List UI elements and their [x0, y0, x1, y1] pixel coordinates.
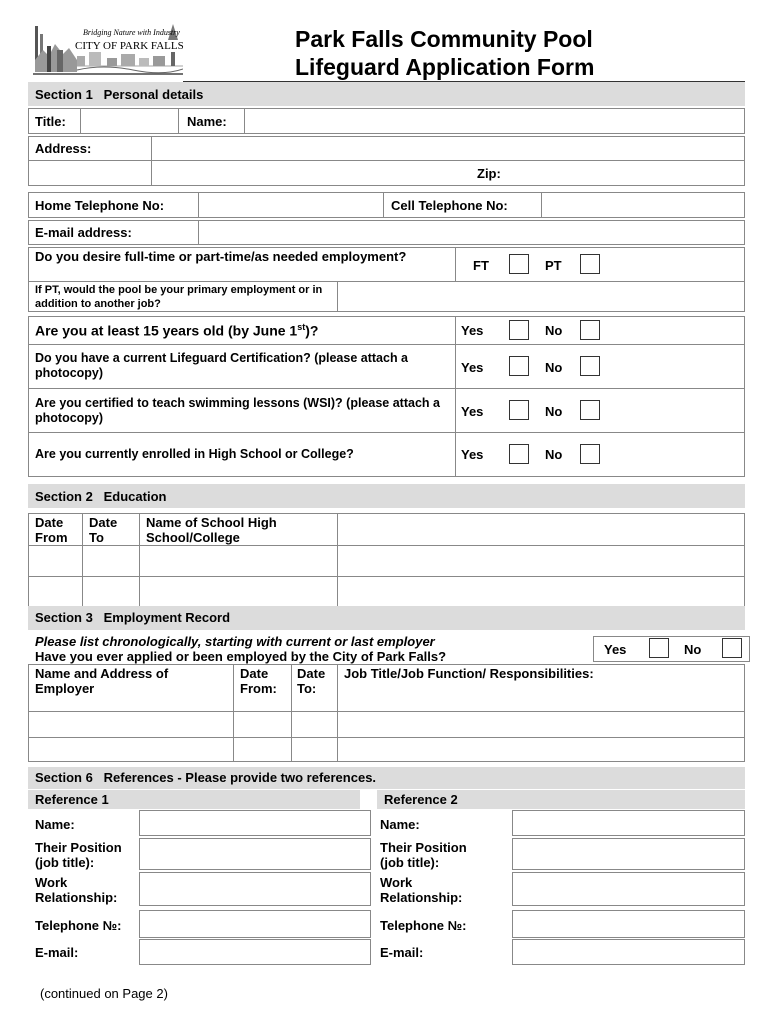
- ref2-work-label: Work Relationship:: [380, 875, 463, 905]
- ft-checkbox[interactable]: [509, 254, 529, 274]
- question-age: [35, 322, 318, 339]
- ref1-name-input[interactable]: [139, 810, 371, 836]
- ref2-email-input[interactable]: [512, 939, 745, 965]
- logo-tagline: Bridging Nature with Industry: [83, 28, 180, 37]
- applied-yes-checkbox[interactable]: [649, 638, 669, 658]
- questions-divider: [455, 316, 456, 477]
- name-label: Name:: [187, 114, 227, 129]
- question-rule-2: [28, 388, 745, 389]
- question-enrolled: Are you currently enrolled in High School or College?: [35, 447, 354, 461]
- applied-yes-label: Yes: [604, 642, 627, 657]
- ref1-name-label: Name:: [35, 817, 75, 832]
- logo-name: CITY OF PARK FALLS: [75, 40, 184, 52]
- ref2-name-label: Name:: [380, 817, 420, 832]
- ref2-phone-label: Telephone №:: [380, 918, 467, 933]
- wsi-yes-label: Yes: [461, 404, 484, 419]
- home-phone-label: Home Telephone No:: [35, 198, 165, 213]
- employment-instruction: Please list chronologically, starting with current or last employer: [35, 634, 435, 649]
- question-age-tail: )?: [305, 322, 319, 339]
- employment-type-question: Do you desire full-time or part-time/as needed employment?: [35, 249, 407, 264]
- continued-note: (continued on Page 2): [40, 986, 168, 1001]
- emp-col-job: Job Title/Job Function/ Responsibilities:: [344, 666, 594, 681]
- ref1-phone-label: Telephone №:: [35, 918, 122, 933]
- enrolled-no-checkbox[interactable]: [580, 444, 600, 464]
- cert-no-label: No: [545, 360, 563, 375]
- ft-label: FT: [473, 258, 489, 273]
- title-input[interactable]: [80, 108, 179, 134]
- section1-title: Section 1 Personal details: [35, 87, 204, 102]
- emp-col-employer: Name and Address of Employer: [35, 666, 169, 696]
- wsi-no-checkbox[interactable]: [580, 400, 600, 420]
- cert-yes-label: Yes: [461, 360, 484, 375]
- edu-col-date-from: Date From: [35, 515, 68, 545]
- address-input-line1[interactable]: [152, 137, 744, 159]
- email-label: E-mail address:: [35, 225, 132, 240]
- question-age-sup: st: [297, 322, 306, 332]
- question-age-text: Are you at least 15 years old (by June 1: [35, 322, 298, 339]
- enrolled-yes-checkbox[interactable]: [509, 444, 529, 464]
- edu-col-school: Name of School High School/College: [146, 515, 277, 545]
- address-label: Address:: [35, 141, 92, 156]
- ref2-position-input[interactable]: [512, 838, 745, 870]
- page-title-line1: Park Falls Community Pool: [295, 26, 593, 52]
- zip-input[interactable]: [510, 161, 744, 185]
- pt-followup-input[interactable]: [338, 282, 744, 311]
- ref1-phone-input[interactable]: [139, 910, 371, 938]
- question-rule-3: [28, 432, 745, 433]
- reference2-title: Reference 2: [384, 792, 458, 807]
- ref1-email-label: E-mail:: [35, 945, 79, 960]
- age-no-label: No: [545, 323, 563, 338]
- applied-no-label: No: [684, 642, 702, 657]
- pt-followup-question: If PT, would the pool be your primary employment or in addition to another job?: [35, 284, 323, 310]
- section2-title: Section 2 Education: [35, 489, 167, 504]
- ref2-name-input[interactable]: [512, 810, 745, 836]
- pt-checkbox[interactable]: [580, 254, 600, 274]
- age-yes-checkbox[interactable]: [509, 320, 529, 340]
- name-input[interactable]: [244, 108, 745, 134]
- emp-col-date-from: Date From:: [240, 666, 277, 696]
- wsi-no-label: No: [545, 404, 563, 419]
- cell-phone-label: Cell Telephone No:: [391, 198, 508, 213]
- emp-col-date-to: Date To:: [297, 666, 326, 696]
- question-wsi: Are you certified to teach swimming lessons (WSI)? (please attach a photocopy): [35, 396, 440, 425]
- cell-phone-input[interactable]: [541, 192, 745, 218]
- emp-row-2[interactable]: [29, 738, 744, 761]
- enrolled-no-label: No: [545, 447, 563, 462]
- email-input[interactable]: [198, 220, 745, 245]
- home-phone-input[interactable]: [198, 192, 384, 218]
- ref1-position-label: Their Position (job title):: [35, 840, 122, 870]
- emp-row-1[interactable]: [29, 712, 744, 736]
- employment-type-divider: [455, 247, 456, 281]
- title-label: Title:: [35, 114, 66, 129]
- edu-col-date-to: Date To: [89, 515, 118, 545]
- applied-no-checkbox[interactable]: [722, 638, 742, 658]
- question-rule-1: [28, 344, 745, 345]
- zip-label: Zip:: [477, 166, 501, 181]
- cert-no-checkbox[interactable]: [580, 356, 600, 376]
- ref2-position-label: Their Position (job title):: [380, 840, 467, 870]
- edu-row-1[interactable]: [29, 546, 744, 575]
- city-logo: [33, 20, 183, 78]
- age-yes-label: Yes: [461, 323, 484, 338]
- address-input-line2[interactable]: [152, 161, 472, 185]
- page-title-line2: Lifeguard Application Form: [295, 54, 595, 80]
- ref1-email-input[interactable]: [139, 939, 371, 965]
- ref2-work-input[interactable]: [512, 872, 745, 906]
- edu-row-2[interactable]: [29, 577, 744, 606]
- ref2-phone-input[interactable]: [512, 910, 745, 938]
- section6-title: Section 6 References - Please provide two references.: [35, 770, 377, 785]
- question-lifeguard-cert: Do you have a current Lifeguard Certification? (please attach a photocopy): [35, 351, 409, 380]
- ref2-email-label: E-mail:: [380, 945, 424, 960]
- cert-yes-checkbox[interactable]: [509, 356, 529, 376]
- section3-title: Section 3 Employment Record: [35, 610, 231, 625]
- reference1-title: Reference 1: [35, 792, 109, 807]
- ref1-position-input[interactable]: [139, 838, 371, 870]
- enrolled-yes-label: Yes: [461, 447, 484, 462]
- ref1-work-input[interactable]: [139, 872, 371, 906]
- applied-question: Have you ever applied or been employed by the City of Park Falls?: [35, 649, 447, 664]
- pt-label: PT: [545, 258, 562, 273]
- ref1-work-label: Work Relationship:: [35, 875, 118, 905]
- age-no-checkbox[interactable]: [580, 320, 600, 340]
- wsi-yes-checkbox[interactable]: [509, 400, 529, 420]
